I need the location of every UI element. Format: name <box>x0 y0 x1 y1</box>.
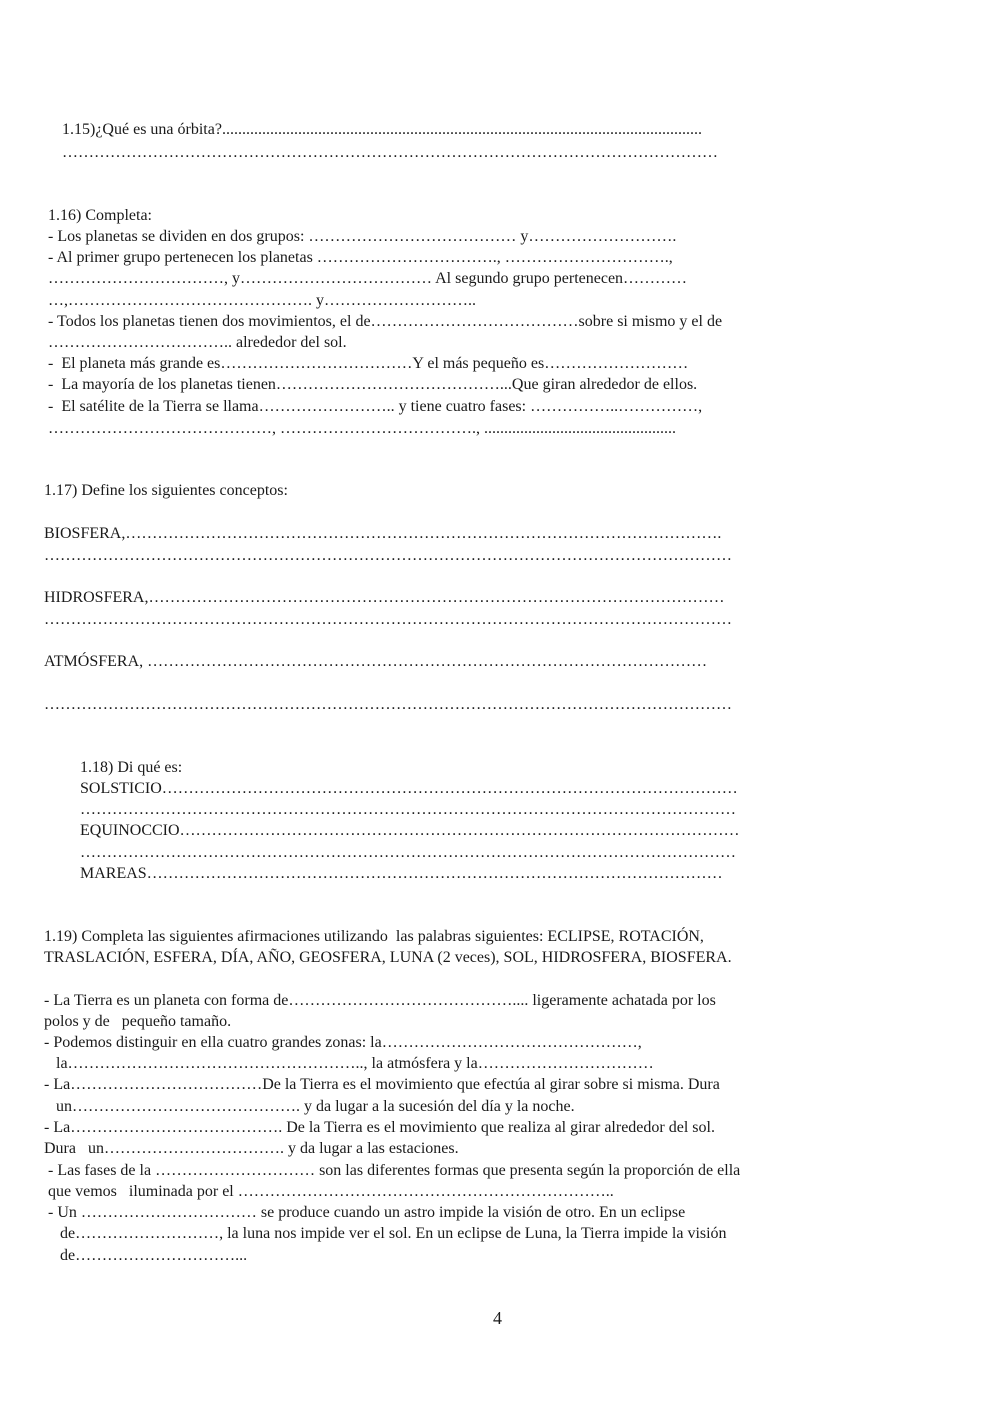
q116-line: ……………………………………, ………………………………., ................................................ <box>48 420 676 437</box>
biosfera-line[interactable]: BIOSFERA,…………………………………………………………………………………………………. <box>44 525 722 542</box>
equinoccio-line[interactable]: EQUINOCCIO…………………………………………………………………………………………… <box>80 822 740 839</box>
q119-line: de………………………, la luna nos impide ver el sol. En un eclipse de Luna, la Tierra impide la visión <box>44 1225 727 1242</box>
q119-line: - La Tierra es un planeta con forma de…………………………………….... ligeramente achatada por los <box>44 992 716 1009</box>
q119-line: - Podemos distinguir en ella cuatro grandes zonas: la…………………………………………, <box>44 1034 642 1051</box>
q119-line: un……………………………………. y da lugar a la sucesión del día y la noche. <box>44 1098 575 1115</box>
q119-intro: TRASLACIÓN, ESFERA, DÍA, AÑO, GEOSFERA, LUNA (2 veces), SOL, HIDROSFERA, BIOSFERA. <box>44 949 732 966</box>
hidrosfera-line[interactable]: HIDROSFERA,……………………………………………………………………………………………… <box>44 589 725 606</box>
q116-line: - Los planetas se dividen en dos grupos: ………………………………… y………………………. <box>48 228 677 245</box>
page-number: 4 <box>493 1308 502 1328</box>
q119-line: - La………………………………De la Tierra es el movimiento que efectúa al girar sobre si misma. Dura <box>44 1076 720 1093</box>
q119-line: - Un …………………………… se produce cuando un astro impide la visión de otro. En un eclipse <box>44 1204 686 1221</box>
q119-line: de…………………………... <box>44 1247 248 1264</box>
q119-intro: 1.19) Completa las siguientes afirmaciones utilizando las palabras siguientes: ECLIPSE, ROTACIÓN, <box>44 928 704 945</box>
q119-line: polos y de pequeño tamaño. <box>44 1013 232 1030</box>
q119-line: - Las fases de la ………………………… son las diferentes formas que presenta según la proporción de ella <box>44 1162 741 1179</box>
q116-line: - Todos los planetas tienen dos movimientos, el de…………………………………sobre si mismo y el de <box>48 313 723 330</box>
q115-question: 1.15)¿Qué es una órbita?........................................................................................................................ <box>62 121 702 138</box>
q116-line: - El planeta más grande es………………………………Y el más pequeño es……………………… <box>48 355 689 372</box>
mareas-line[interactable]: MAREAS……………………………………………………………………………………………… <box>80 865 723 882</box>
q116-line: ……………………………, y……………………………… Al segundo grupo pertenecen………… <box>48 270 688 287</box>
hidrosfera-answer-line[interactable]: ………………………………………………………………………………………………………………… <box>44 611 732 628</box>
atmosfera-answer-line[interactable]: ………………………………………………………………………………………………………………… <box>44 696 732 713</box>
q115-answer-line[interactable]: …………………………………………………………………………………………………………… <box>62 144 718 161</box>
solsticio-answer-line[interactable]: …………………………………………………………………………………………………………… <box>80 801 736 818</box>
q116-line: - Al primer grupo pertenecen los planetas ……………………………., …………………………., <box>48 249 673 266</box>
q119-line: que vemos iluminada por el …………………………………………………………….. <box>44 1183 614 1200</box>
q116-line: …………………………….. alrededor del sol. <box>48 334 347 351</box>
q119-line: la……………………………………………….., la atmósfera y la…………………………… <box>44 1055 654 1072</box>
q116-title: 1.16) Completa: <box>48 207 152 224</box>
q116-line: …,………………………………………. y……………………….. <box>48 292 480 309</box>
equinoccio-answer-line[interactable]: …………………………………………………………………………………………………………… <box>80 844 736 861</box>
q116-line: - La mayoría de los planetas tienen……………………………………...Que giran alrededor de ellos. <box>48 376 698 393</box>
atmosfera-line[interactable]: ATMÓSFERA, …………………………………………………………………………………………… <box>44 653 708 670</box>
q119-line: Dura un……………………………. y da lugar a las estaciones. <box>44 1140 459 1157</box>
biosfera-answer-line[interactable]: ………………………………………………………………………………………………………………… <box>44 547 732 564</box>
solsticio-line[interactable]: SOLSTICIO……………………………………………………………………………………………… <box>80 780 738 797</box>
q119-line: - La…………………………………. De la Tierra es el movimiento que realiza al girar alrededor del sol. <box>44 1119 715 1136</box>
q116-line: - El satélite de la Tierra se llama…………………….. y tiene cuatro fases: ……………..……………, <box>48 398 703 415</box>
q118-title: 1.18) Di qué es: <box>80 759 183 776</box>
q117-title: 1.17) Define los siguientes conceptos: <box>44 482 288 499</box>
